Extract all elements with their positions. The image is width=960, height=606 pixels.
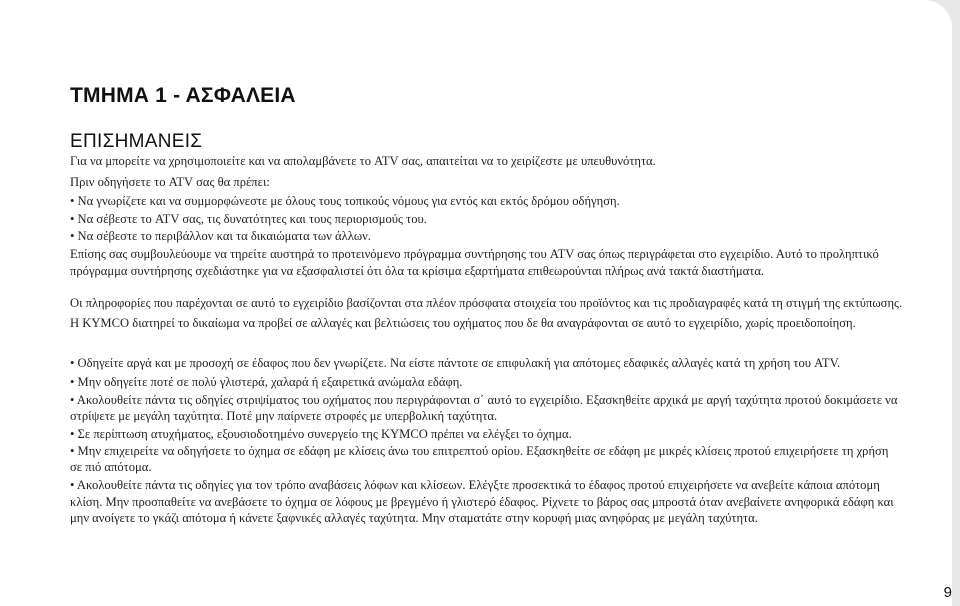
bullet-respect-atv: • Να σέβεστε το ATV σας, τις δυνατότητες και τους περιορισμούς του. <box>70 212 427 226</box>
warning-bullet-5: • Μην επιχειρείτε να οδηγήσετε το όχημα σε εδάφη με κλίσεις άνω του επιτρεπτού ορίου. Εξασκηθείτε σε εδάφη με μικρές κλίσεις προτού επιχειρήσετε τη χρήση <box>70 444 889 458</box>
page-number: 9 <box>943 584 952 601</box>
info-line-2: Η KYMCO διατηρεί το δικαίωμα να προβεί σε αλλαγές και βελτιώσεις του οχήματος που δε θα αναγράφονται σε αυτό το εγχειρίδιο, χωρίς προειδοποίηση. <box>70 316 856 330</box>
warning-bullet-4: • Σε περίπτωση ατυχήματος, εξουσιοδοτημένο συνεργείο της KYMCO πρέπει να ελέγξει το όχημα. <box>70 427 572 441</box>
intro-line-1: Για να μπορείτε να χρησιμοποιείτε και να απολαμβάνετε το ATV σας, απαιτείται να το χειρίζεστε με υπευθυνότητα. <box>70 154 656 168</box>
warning-bullet-3: • Ακολουθείτε πάντα τις οδηγίες στριψίματος του οχήματος που περιγράφονται σ΄ αυτό το εγχειρίδιο. Εξασκηθείτε αρχικά με αργή ταχύτητα προτού δοκιμάσετε να <box>70 393 898 407</box>
warning-bullet-5-cont: σε πιό απότομα. <box>70 460 152 474</box>
warning-bullet-6-cont-1: κλίση. Μην προσπαθείτε να ανεβάσετε το όχημα σε λόφους με βρεγμένο ή γλιστερό έδαφος. Ρίχνετε το βάρος σας μπροστά όταν ανεβαίνετε ανηφορικά εδάφη και <box>70 495 894 509</box>
maintenance-line-2: πρόγραμμα συντήρησης σχεδιάστηκε για να εξασφαλιστεί ότι όλα τα κρίσιμα εξαρτήματα επιθεωρούνται πλήρως ανά τακτά διαστήματα. <box>70 264 765 278</box>
bullet-environment: • Να σέβεστε το περιβάλλον και τα δικαιώματα των άλλων. <box>70 229 371 243</box>
intro-line-2: Πριν οδηγήσετε το ATV σας θα πρέπει: <box>70 175 270 189</box>
warning-bullet-2: • Μην οδηγείτε ποτέ σε πολύ γλιστερά, χαλαρά ή εξαιρετικά ανώμαλα εδάφη. <box>70 375 463 389</box>
maintenance-line-1: Επίσης σας συμβουλεύουμε να τηρείτε αυστηρά το προτεινόμενο πρόγραμμα συντήρησης του ATV σας όπως περιγράφεται στο εγχειρίδιο. Αυτό το προληπτικό <box>70 247 879 261</box>
bullet-laws: • Να γνωρίζετε και να συμμορφώνεστε με όλους τους τοπικούς νόμους για εντός και εκτός δρόμου οδήγηση. <box>70 194 620 208</box>
warning-bullet-6: • Ακολουθείτε πάντα τις οδηγίες για τον τρόπο αναβάσεις λόφων και κλίσεων. Ελέγξτε προσεκτικά το έδαφος προτού επιχειρήσετε να ανεβείτε κάποια απότομη <box>70 478 880 492</box>
info-line-1: Οι πληροφορίες που παρέχονται σε αυτό το εγχειρίδιο βασίζονται στα πλέον πρόσφατα στοιχεία του προϊόντος και τις προδιαγραφές κατά τη στιγμή της εκτύπωσης. <box>70 296 903 310</box>
subsection-title: ΕΠΙΣΗΜΑΝΕΙΣ <box>70 131 203 152</box>
section-title: ΤΜΗΜΑ 1 - ΑΣΦΑΛΕΙΑ <box>70 84 296 107</box>
warning-bullet-6-cont-2: μην ανοίγετε το γκάζι απότομα ή κάνετε ξαφνικές αλλαγές ταχύτητα. Μην σταματάτε στην κορυφή μιας ανηφόρας με μεγάλη ταχύτητα. <box>70 511 758 525</box>
warning-bullet-3-cont: στρίψετε με μεγάλη ταχύτητα. Ποτέ μην παίρνετε στροφές με υπερβολική ταχύτητα. <box>70 409 498 423</box>
warning-bullet-1: • Οδηγείτε αργά και με προσοχή σε έδαφος που δεν γνωρίζετε. Να είστε πάντοτε σε επιφυλακή για απότομες εδαφικές αλλαγές κατά τη χρήση του ATV. <box>70 356 841 370</box>
